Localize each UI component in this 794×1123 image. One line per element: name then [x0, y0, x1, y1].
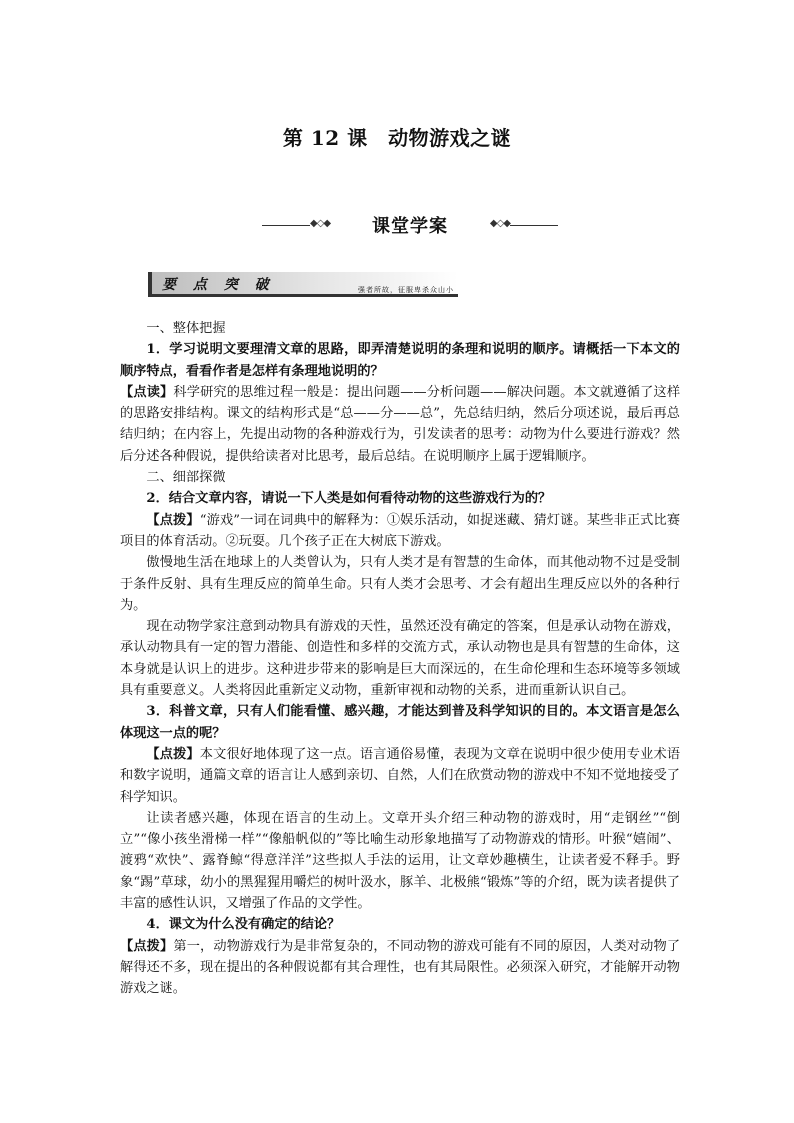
paragraph: 傲慢地生活在地球上的人类曾认为，只有人类才是有智慧的生命体，而其他动物不过是受制于条件反射、具有生理反应的简单生命。只有人类才会思考、才会有超出生理反应以外的各种行为。: [120, 555, 680, 613]
question-2: 2．结合文章内容，请说一下人类是如何看待动物的这些游戏行为的？: [146, 491, 552, 507]
banner-right-rule: [510, 225, 558, 226]
paragraph: 现在动物学家注意到动物具有游戏的天性，虽然还没有确定的答案，但是承认动物在游戏，承认动物具有一定的智力潜能、创造性和多样的交流方式，承认动物也是具有智慧的生命体，这本身就是认识上的进步。这种进步带来的影响是巨大而深远的，在生命伦理和生态环境等多领域具有重要意义。人类将因此重新定义动物，重新审视和动物的关系，进而重新认识自己。: [120, 619, 680, 699]
answer-text: 第一，动物游戏行为是非常复杂的，不同动物的游戏可能有不同的原因，人类对动物了解得还不多，现在提出的各种假说都有其合理性，也有其局限性。必须深入研究，才能解开动物游戏之谜。: [120, 938, 681, 997]
section-banner: [262, 212, 558, 240]
answer-tag: 【点拨】: [146, 512, 200, 528]
answer-tag: 【点读】: [120, 384, 174, 400]
section-heading: 一、整体把握: [146, 321, 226, 336]
question-3: 3．科普文章，只有人们能看懂、感兴趣，才能达到普及科学知识的目的。本文语言是怎么体现这一点的呢？: [120, 704, 680, 741]
answer-tag: 【点拨】: [146, 746, 200, 762]
answer-2: [120, 510, 680, 553]
banner-right-ornament-icon: ◆◇◆: [489, 218, 510, 229]
answer-text: “游戏”一词在词典中的解释为：①娱乐活动，如捉迷藏、猜灯谜。某些非正式比赛项目的体育活动。②玩耍。几个孩子正在大树底下游戏。: [120, 512, 681, 549]
lesson-content: [120, 318, 680, 1000]
section-banner-title: 课堂学案: [372, 216, 448, 237]
answer-text: 科学研究的思维过程一般是：提出问题——分析问题——解决问题。本文就遵循了这样的思路安排结构。课文的结构形式是“总——分——总”，先总结归纳，然后分项述说，最后再总结归纳；在内容上，先提出动物的各种游戏行为，引发读者的思考：动物为什么要进行游戏？然后分述各种假说，提供给读者对比思考，最后总结。在说明顺序上属于逻辑顺序。: [120, 384, 681, 464]
answer-1: [120, 382, 680, 467]
page-title: 第 12 课 动物游戏之谜: [282, 126, 512, 150]
tag-bar-motto: 强者所故，征服卑杀众山小: [358, 286, 454, 294]
tag-bar-label: 要 点 突 破: [162, 277, 275, 293]
question-4: 4．课文为什么没有确定的结论？: [146, 917, 341, 933]
banner-left-ornament-icon: ◆◇◆: [310, 218, 331, 229]
question-1: 1．学习说明文要理清文章的思路，即弄清楚说明的条理和说明的顺序。请概括一下本文的顺序特点，看看作者是怎样有条理地说明的？: [120, 342, 680, 379]
answer-tag: 【点拨】: [120, 938, 174, 954]
section-heading: 二、细部探微: [146, 470, 226, 486]
answer-4: [120, 936, 680, 1000]
answer-text: 本文很好地体现了这一点。语言通俗易懂，表现为文章在说明中很少使用专业术语和数字说明，通篇文章的语言让人感到亲切、自然，人们在欣赏动物的游戏中不知不觉地接受了科学知识。: [120, 746, 681, 805]
key-points-tag-bar: [148, 272, 458, 298]
answer-3: [120, 744, 680, 808]
paragraph: 让读者感兴趣，体现在语言的生动上。文章开头介绍三种动物的游戏时，用“走钢丝”“倒立”“像小孩坐滑梯一样”“像船帆似的”等比喻生动形象地描写了动物游戏的情形。叶猴“嬉闹”、渡鸦“欢快”、露脊鲸“得意洋洋”这些拟人手法的运用，让文章妙趣横生，让读者爱不释手。野象“踢”草球，幼小的黑猩猩用嚼烂的树叶汲水，豚羊、北极熊“锻炼”等的介绍，既为读者提供了丰富的感性认识，又增强了作品的文学性。: [120, 810, 680, 912]
